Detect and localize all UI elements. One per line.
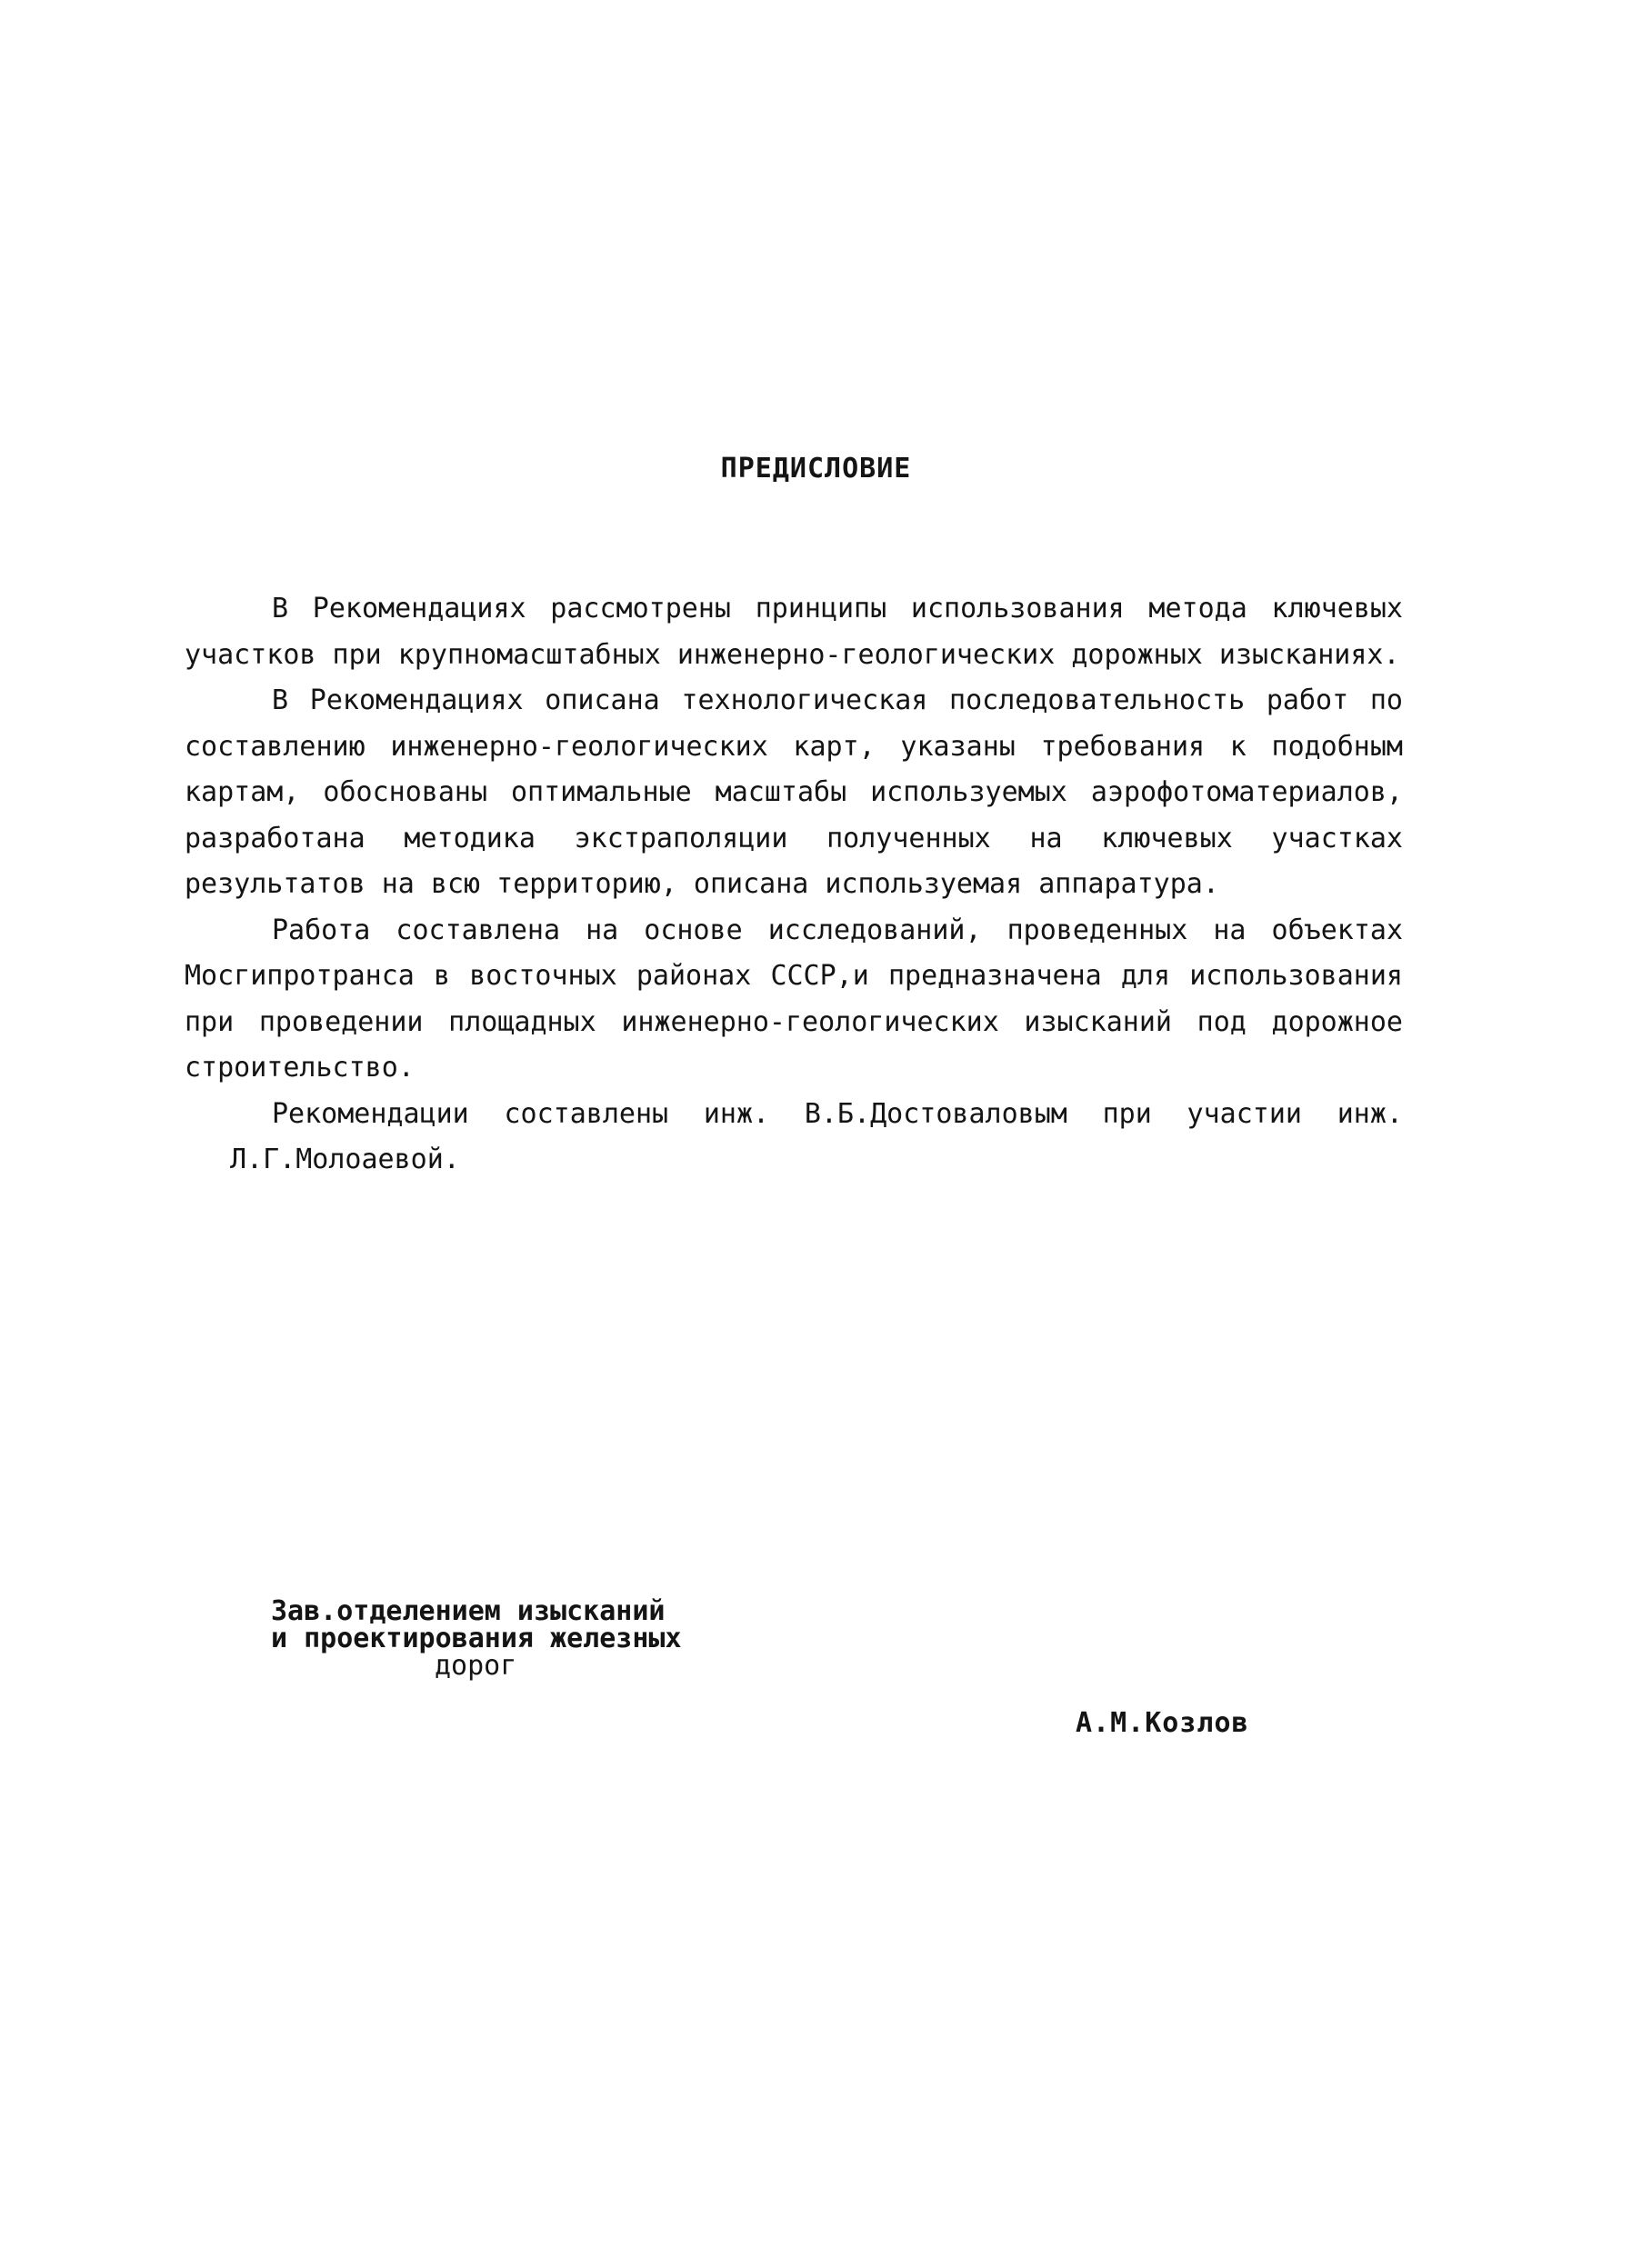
page-title: ПРЕДИСЛОВИЕ (720, 453, 912, 485)
paragraph-4: Рекомендации составлены инж. В.Б.Достоваловым при участии инж. Л.Г.Молоаевой. (230, 1097, 1403, 1175)
preface-body (185, 586, 1403, 1184)
position-line-2: и проектирования железных (271, 1623, 682, 1654)
signature-position (271, 1595, 682, 1682)
paragraph-2: В Рекомендациях описана технологическая последовательность работ по составлению инженерно-геологических карт, указаны требования к подобным картам, обоснованы оптимальные масштабы используемых аэрофотоматериалов, разработана методика экстраполяции полученных на ключевых участках результатов на всю территорию, описана используемая аппаратура. (185, 684, 1403, 900)
signer-name: А.М.Козлов (1076, 1707, 1249, 1739)
paragraph-3: Работа составлена на основе исследований, проведенных на объектах Мосгипротранса в восточных районах СССР,и предназначена для использования при проведении площадных инженерно-геологических изысканий под дорожное строительство. (185, 914, 1403, 1084)
paragraph-1: В Рекомендациях рассмотрены принципы использования метода ключевых участков при крупномасштабных инженерно-геологических дорожных изысканиях. (185, 593, 1403, 671)
position-line-1: Зав.отделением изысканий (271, 1595, 666, 1627)
position-line-3: дорог (435, 1650, 517, 1682)
